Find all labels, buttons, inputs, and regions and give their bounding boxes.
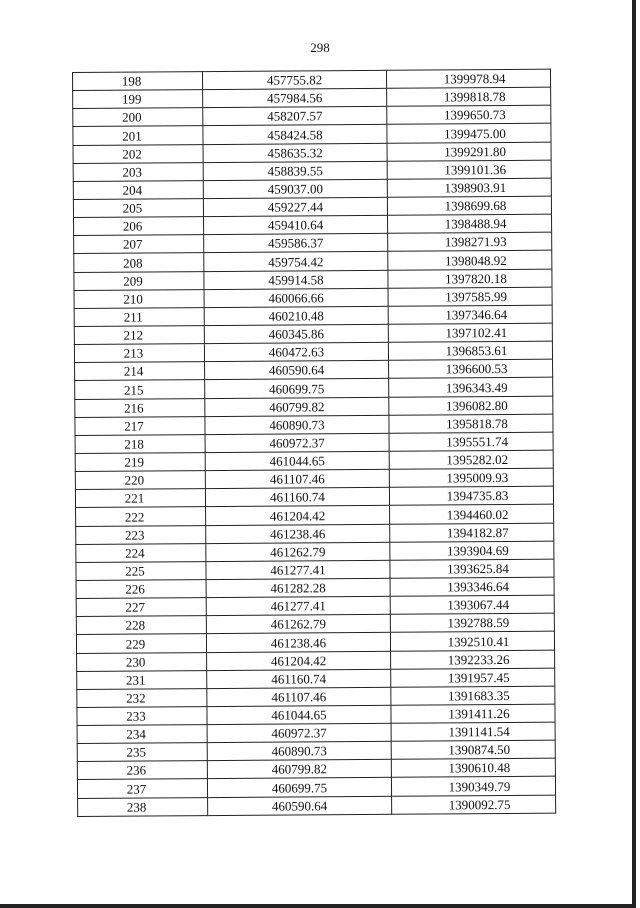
y-coordinate-cell: 1391141.54 [391,722,555,741]
x-coordinate-cell: 459037.00 [203,179,387,198]
x-coordinate-cell: 459227.44 [203,197,387,216]
y-coordinate-cell: 1394735.83 [389,486,553,505]
point-index-cell: 238 [78,797,208,816]
point-index-cell: 210 [74,289,204,308]
point-index-cell: 209 [74,271,204,290]
x-coordinate-cell: 460210.48 [204,306,388,325]
point-index-cell: 224 [76,543,206,562]
x-coordinate-cell: 460345.86 [204,324,388,343]
point-index-cell: 203 [73,162,203,181]
x-coordinate-cell: 460972.37 [205,433,389,452]
y-coordinate-cell: 1397102.41 [388,323,552,342]
point-index-cell: 222 [76,507,206,526]
y-coordinate-cell: 1390092.75 [392,795,556,814]
x-coordinate-cell: 459754.42 [204,252,388,271]
point-index-cell: 231 [77,670,207,689]
x-coordinate-cell: 461238.46 [206,633,390,652]
x-coordinate-cell: 461204.42 [207,651,391,670]
x-coordinate-cell: 460590.64 [208,796,392,815]
y-coordinate-cell: 1395818.78 [389,414,553,433]
x-coordinate-cell: 458424.58 [203,125,387,144]
x-coordinate-cell: 458839.55 [203,161,387,180]
x-coordinate-cell: 461044.65 [207,705,391,724]
y-coordinate-cell: 1390349.79 [391,777,555,796]
x-coordinate-cell: 460799.82 [205,397,389,416]
page-number: 298 [310,40,330,55]
y-coordinate-cell: 1398699.68 [387,196,551,215]
point-index-cell: 211 [74,307,204,326]
point-index-cell: 234 [77,725,207,744]
y-coordinate-cell: 1399291.80 [387,142,551,161]
x-coordinate-cell: 457984.56 [203,88,387,107]
y-coordinate-cell: 1390610.48 [391,758,555,777]
point-index-cell: 213 [74,344,204,363]
point-index-cell: 214 [75,362,205,381]
coordinate-table-container [72,69,555,817]
x-coordinate-cell: 460699.75 [205,379,389,398]
y-coordinate-cell: 1397585.99 [388,287,552,306]
y-coordinate-cell: 1392233.26 [391,650,555,669]
y-coordinate-cell: 1391957.45 [391,668,555,687]
y-coordinate-cell: 1396082.80 [389,396,553,415]
x-coordinate-cell: 460590.64 [205,361,389,380]
x-coordinate-cell: 461107.46 [207,687,391,706]
x-coordinate-cell: 461160.74 [205,488,389,507]
point-index-cell: 212 [74,326,204,345]
point-index-cell: 233 [77,706,207,725]
point-index-cell: 199 [73,90,203,109]
x-coordinate-cell: 460972.37 [207,723,391,742]
point-index-cell: 216 [75,398,205,417]
x-coordinate-cell: 461044.65 [205,451,389,470]
point-index-cell: 232 [77,688,207,707]
point-index-cell: 198 [73,72,203,91]
y-coordinate-cell: 1396343.49 [389,378,553,397]
y-coordinate-cell: 1399475.00 [387,124,551,143]
y-coordinate-cell: 1393904.69 [390,541,554,560]
y-coordinate-cell: 1397820.18 [388,269,552,288]
y-coordinate-cell: 1391683.35 [391,686,555,705]
y-coordinate-cell: 1399101.36 [387,160,551,179]
y-coordinate-cell: 1393067.44 [390,595,554,614]
y-coordinate-cell: 1394182.87 [390,523,554,542]
coordinate-table-body [73,69,556,816]
point-index-cell: 201 [73,126,203,145]
y-coordinate-cell: 1395551.74 [389,432,553,451]
x-coordinate-cell: 458207.57 [203,107,387,126]
x-coordinate-cell: 461238.46 [206,524,390,543]
x-coordinate-cell: 461107.46 [205,469,389,488]
point-index-cell: 215 [75,380,205,399]
x-coordinate-cell: 461262.79 [206,542,390,561]
y-coordinate-cell: 1399978.94 [386,69,550,88]
point-index-cell: 229 [76,634,206,653]
x-coordinate-cell: 461282.28 [206,578,390,597]
point-index-cell: 208 [74,253,204,272]
x-coordinate-cell: 459586.37 [204,234,388,253]
point-index-cell: 220 [75,471,205,490]
point-index-cell: 227 [76,598,206,617]
point-index-cell: 219 [75,453,205,472]
x-coordinate-cell: 460472.63 [204,342,388,361]
point-index-cell: 217 [75,416,205,435]
x-coordinate-cell: 460799.82 [207,760,391,779]
y-coordinate-cell: 1399650.73 [387,105,551,124]
y-coordinate-cell: 1398271.93 [388,232,552,251]
point-index-cell: 235 [77,743,207,762]
point-index-cell: 206 [74,217,204,236]
x-coordinate-cell: 461262.79 [206,615,390,634]
x-coordinate-cell: 459410.64 [204,215,388,234]
y-coordinate-cell: 1398903.91 [387,178,551,197]
point-index-cell: 207 [74,235,204,254]
table-row [78,795,556,816]
point-index-cell: 223 [76,525,206,544]
point-index-cell: 205 [73,199,203,218]
x-coordinate-cell: 461204.42 [206,506,390,525]
x-coordinate-cell: 461277.41 [206,596,390,615]
y-coordinate-cell: 1394460.02 [390,505,554,524]
x-coordinate-cell: 459914.58 [204,270,388,289]
y-coordinate-cell: 1398048.92 [388,251,552,270]
y-coordinate-cell: 1392510.41 [390,632,554,651]
point-index-cell: 230 [77,652,207,671]
x-coordinate-cell: 461277.41 [206,560,390,579]
x-coordinate-cell: 460890.73 [207,741,391,760]
point-index-cell: 204 [73,180,203,199]
point-index-cell: 226 [76,580,206,599]
y-coordinate-cell: 1399818.78 [387,87,551,106]
point-index-cell: 225 [76,561,206,580]
x-coordinate-cell: 457755.82 [203,70,387,89]
y-coordinate-cell: 1392788.59 [390,613,554,632]
x-coordinate-cell: 460066.66 [204,288,388,307]
y-coordinate-cell: 1395009.93 [389,468,553,487]
x-coordinate-cell: 461160.74 [207,669,391,688]
x-coordinate-cell: 460699.75 [207,778,391,797]
y-coordinate-cell: 1390874.50 [391,740,555,759]
point-index-cell: 237 [77,779,207,798]
y-coordinate-cell: 1396853.61 [388,341,552,360]
y-coordinate-cell: 1398488.94 [388,214,552,233]
point-index-cell: 218 [75,434,205,453]
y-coordinate-cell: 1396600.53 [389,359,553,378]
coordinate-table [72,69,556,817]
point-index-cell: 200 [73,108,203,127]
point-index-cell: 202 [73,144,203,163]
x-coordinate-cell: 458635.32 [203,143,387,162]
point-index-cell: 221 [75,489,205,508]
x-coordinate-cell: 460890.73 [205,415,389,434]
y-coordinate-cell: 1393346.64 [390,577,554,596]
point-index-cell: 236 [77,761,207,780]
y-coordinate-cell: 1391411.26 [391,704,555,723]
point-index-cell: 228 [76,616,206,635]
y-coordinate-cell: 1395282.02 [389,450,553,469]
y-coordinate-cell: 1393625.84 [390,559,554,578]
y-coordinate-cell: 1397346.64 [388,305,552,324]
